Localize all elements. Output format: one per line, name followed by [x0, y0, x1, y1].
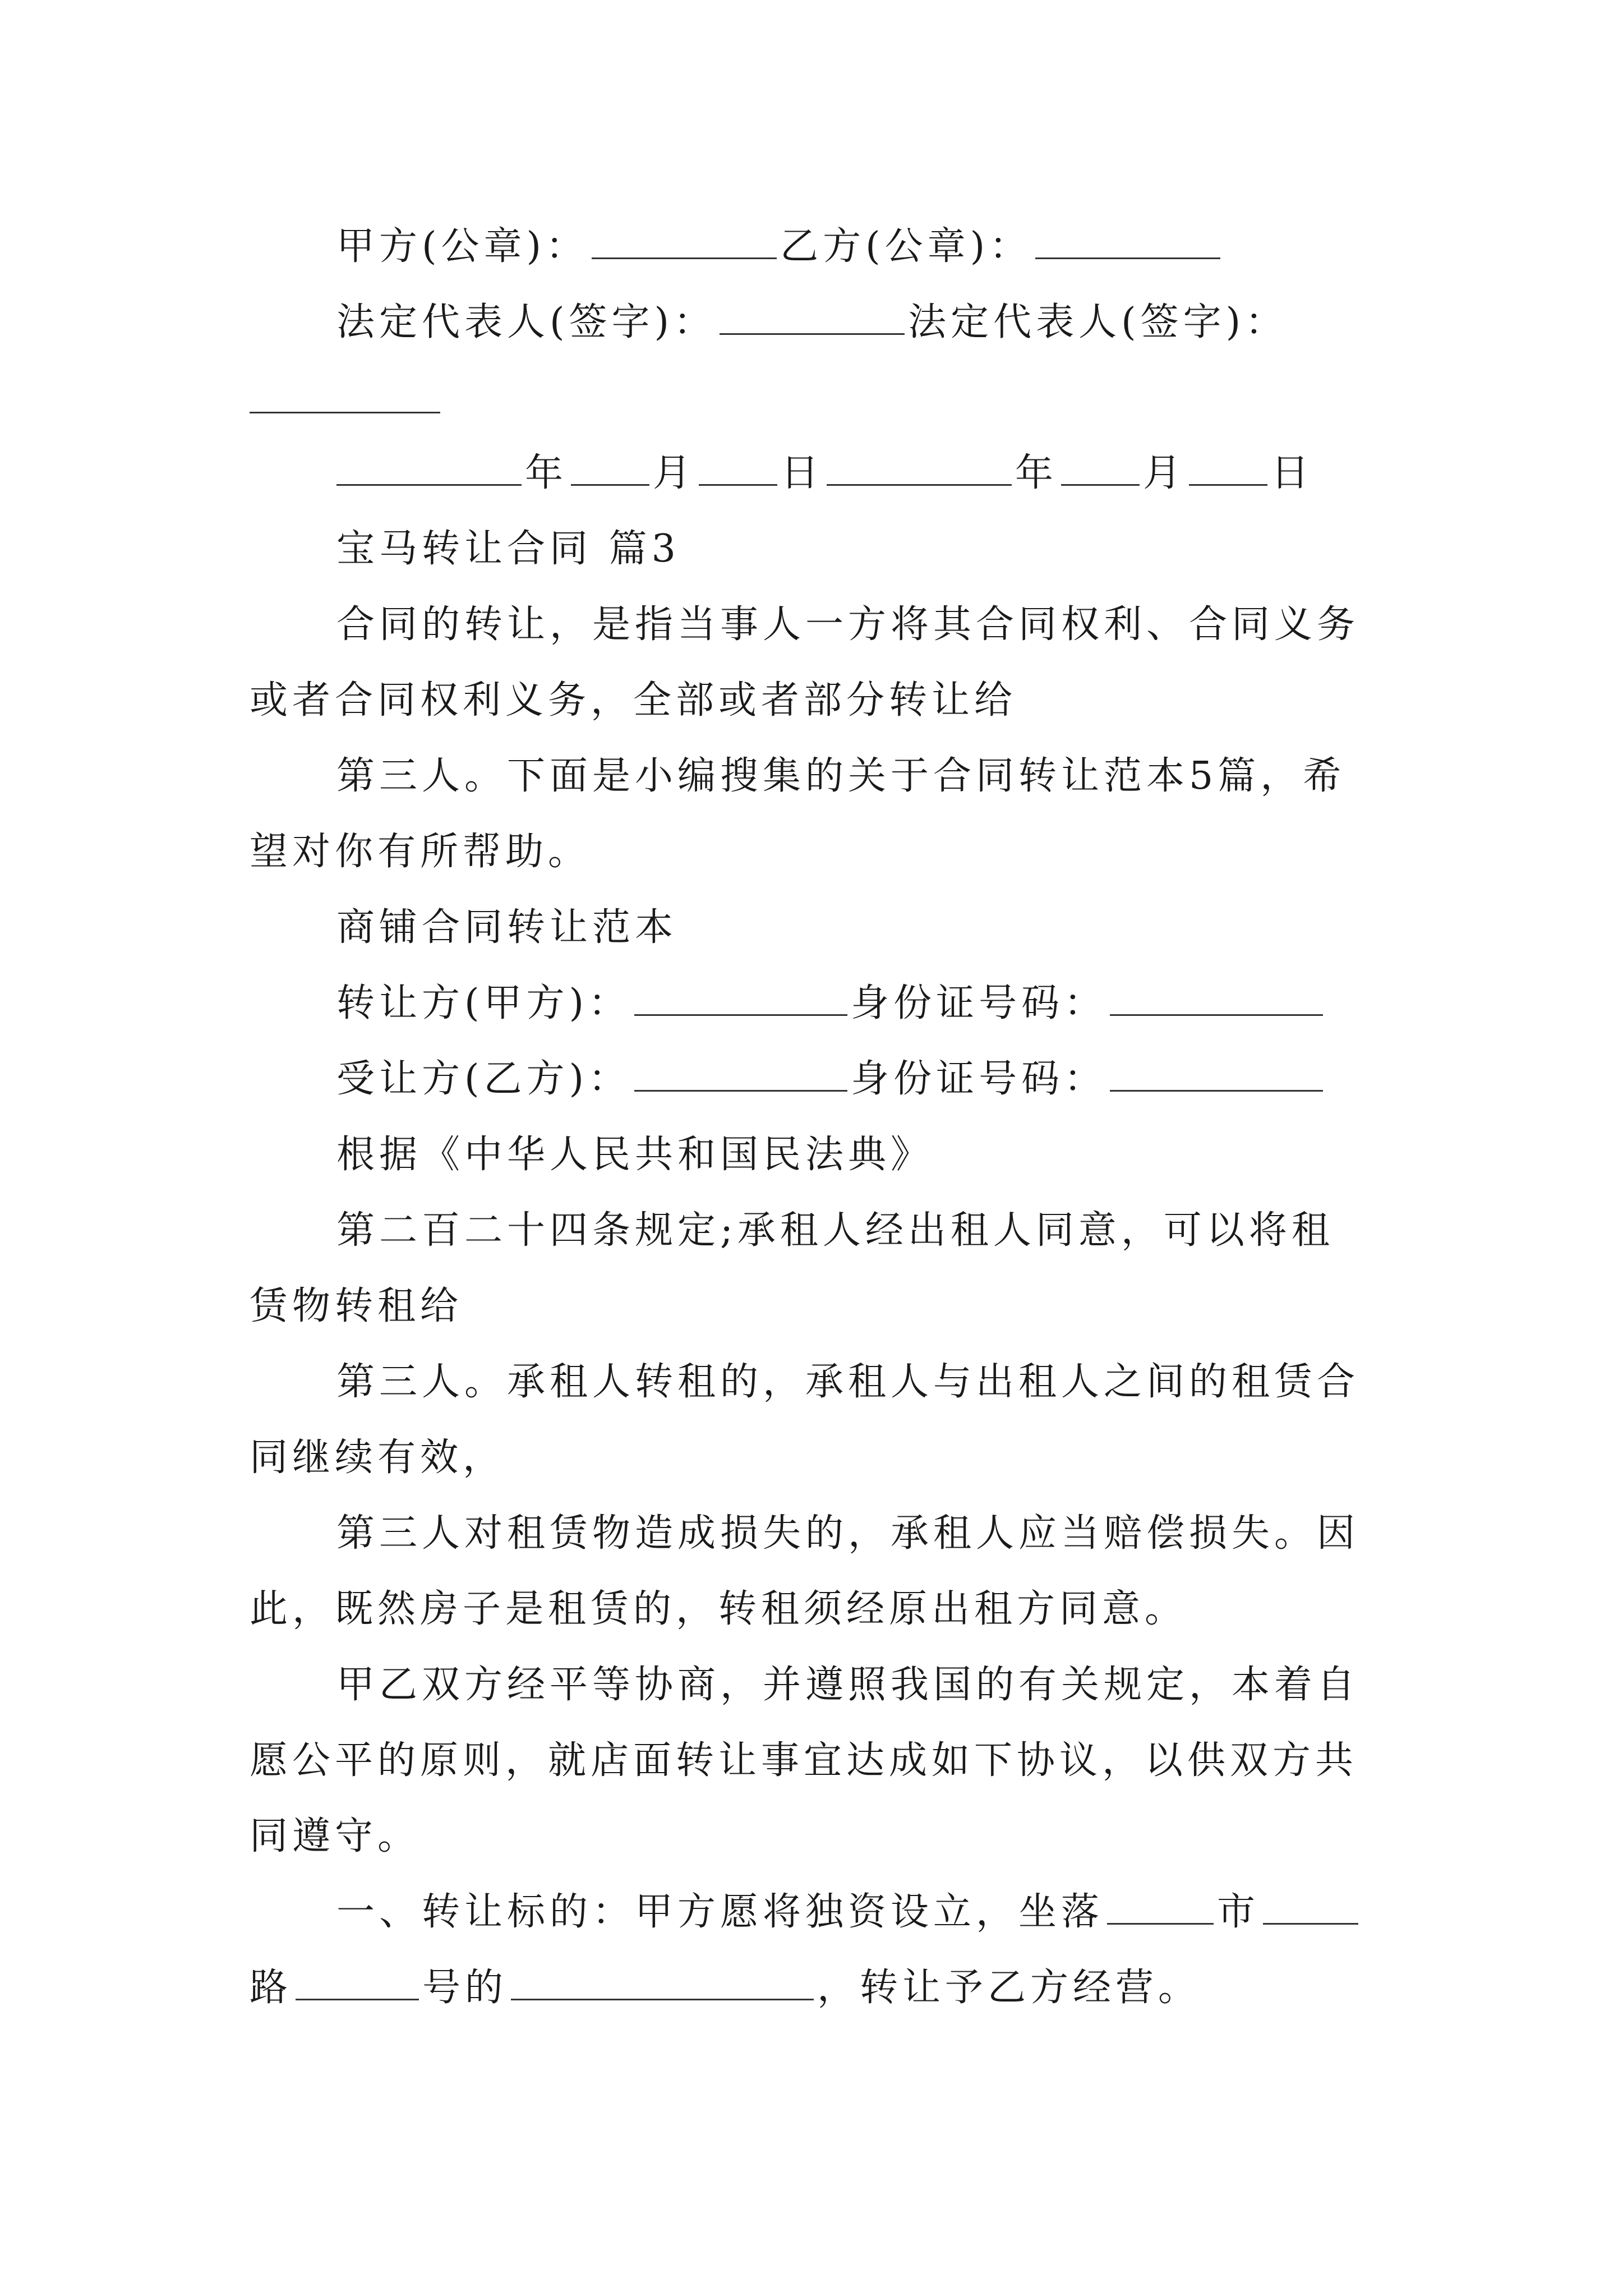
paragraph-line: 此，既然房子是租赁的，转租须经原出租方同意。: [250, 1587, 1188, 1631]
city-blank: [1107, 1889, 1214, 1925]
paragraph-line: 甲乙双方经平等协商，并遵照我国的有关规定，本着自: [336, 1663, 1360, 1707]
section-heading: 宝马转让合同 篇3: [336, 527, 680, 571]
party-a-rep-blank: [720, 300, 905, 335]
paragraph-line: 第三人。下面是小编搜集的关于合同转让范本5篇，希: [336, 754, 1346, 798]
month-blank-b: [1061, 450, 1140, 486]
month-label-a: 月: [653, 451, 696, 495]
day-label-a: 日: [781, 451, 824, 495]
transferee-line: [336, 1052, 1326, 1106]
day-label-b: 日: [1271, 451, 1314, 495]
transferor-id-label: 身份证号码：: [851, 981, 1107, 1025]
clause-one-line-2: [250, 1961, 1201, 2015]
transfer-text: ，转让予乙方经营。: [817, 1966, 1201, 2010]
road-blank-start: [1263, 1889, 1358, 1925]
city-label: 市: [1217, 1890, 1260, 1934]
representative-blank-line: [250, 374, 444, 428]
year-label-b: 年: [1015, 451, 1058, 495]
transferee-label: 受让方(乙方)：: [336, 1057, 631, 1101]
representative-line: [336, 296, 1288, 349]
transferee-id-blank: [1110, 1056, 1323, 1092]
day-blank-a: [699, 450, 777, 486]
party-a-seal-label: 甲方(公章)：: [336, 224, 589, 269]
paragraph-line: 根据《中华人民共和国民法典》: [336, 1133, 934, 1177]
paragraph-line: 第三人对租赁物造成损失的，承租人应当赔偿损失。因: [336, 1511, 1360, 1556]
party-b-rep-blank: [250, 378, 440, 413]
number-blank: [296, 1965, 419, 2000]
paragraph-line: 同遵守。: [250, 1814, 421, 1858]
paragraph-line: 赁物转租给: [250, 1284, 463, 1328]
paragraph-line: 第二百二十四条规定;承租人经出租人同意，可以将租: [336, 1208, 1334, 1253]
transferor-line: [336, 977, 1326, 1030]
clause-one-line: [336, 1885, 1362, 1939]
paragraph-line: 合同的转让，是指当事人一方将其合同权利、合同义务: [336, 602, 1360, 647]
year-label-a: 年: [525, 451, 568, 495]
clause-one-text: 一、转让标的：甲方愿将独资设立，坐落: [336, 1890, 1104, 1934]
number-label: 号的: [422, 1966, 508, 2010]
transferee-id-label: 身份证号码：: [851, 1057, 1107, 1101]
transferor-label: 转让方(甲方)：: [336, 981, 631, 1025]
road-label: 路: [250, 1966, 293, 2010]
day-blank-b: [1189, 450, 1267, 486]
transferor-blank: [634, 981, 847, 1016]
year-blank-b: [827, 450, 1012, 486]
party-b-rep-label: 法定代表人(签字)：: [908, 300, 1288, 344]
paragraph-line: 愿公平的原则，就店面转让事宜达成如下协议，以供双方共: [250, 1738, 1358, 1783]
month-blank-a: [571, 450, 649, 486]
seal-line: [336, 220, 1224, 274]
subheading: 商铺合同转让范本: [336, 905, 678, 950]
party-a-seal-blank: [592, 224, 777, 259]
date-line: [336, 447, 1313, 500]
premises-blank: [511, 1965, 814, 2000]
year-blank-a: [336, 450, 522, 486]
paragraph-line: 第三人。承租人转租的，承租人与出租人之间的租赁合: [336, 1360, 1360, 1404]
party-b-seal-blank: [1035, 224, 1220, 259]
party-b-seal-label: 乙方(公章)：: [780, 224, 1032, 269]
transferor-id-blank: [1110, 981, 1323, 1016]
transferee-blank: [634, 1056, 847, 1092]
month-label-b: 月: [1143, 451, 1186, 495]
paragraph-line: 同继续有效，: [250, 1435, 506, 1480]
paragraph-line: 或者合同权利义务，全部或者部分转让给: [250, 678, 1017, 723]
party-a-rep-label: 法定代表人(签字)：: [336, 300, 717, 344]
paragraph-line: 望对你有所帮助。: [250, 830, 591, 874]
